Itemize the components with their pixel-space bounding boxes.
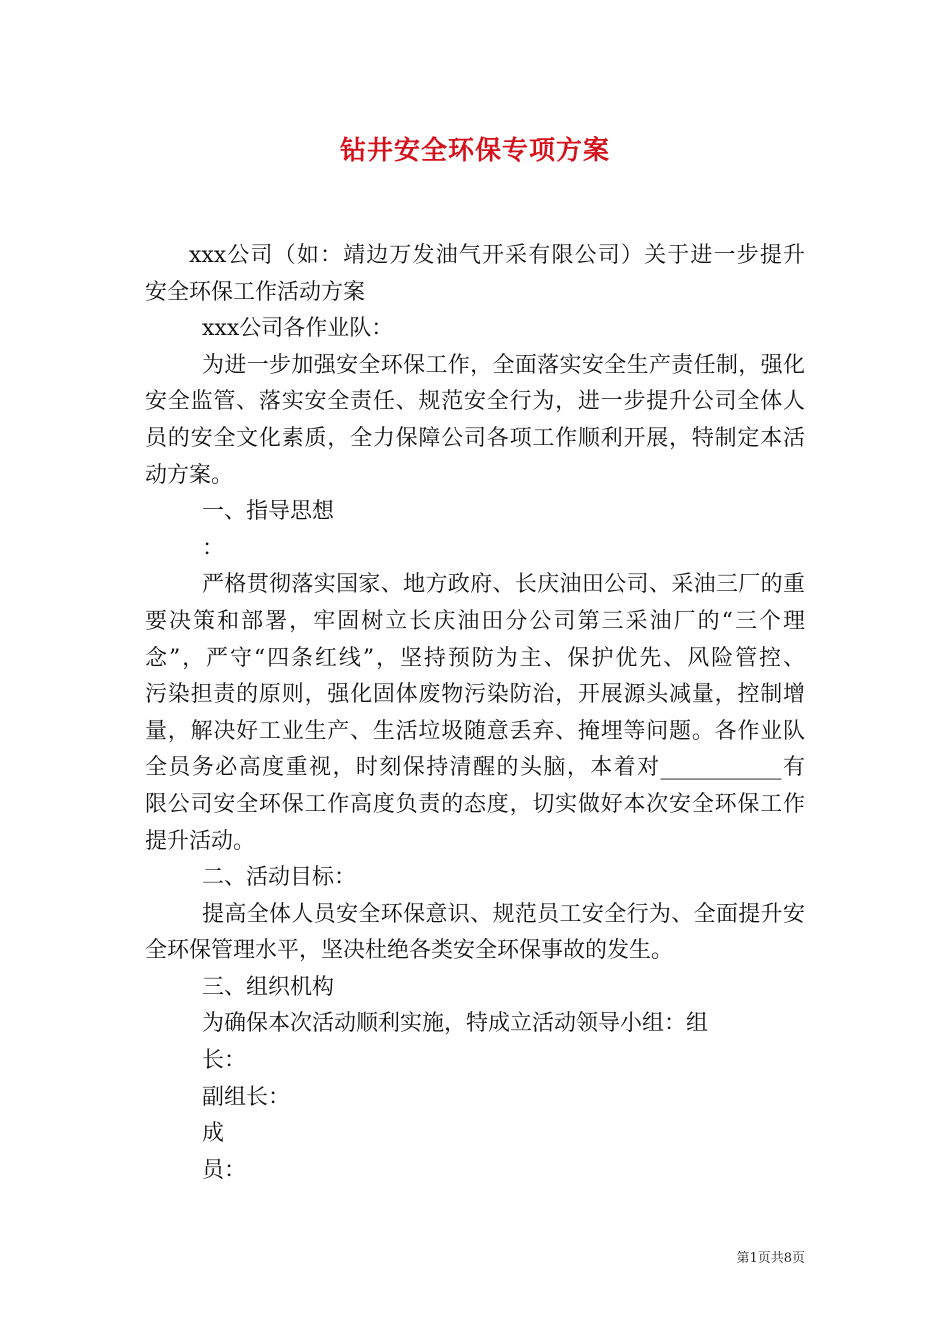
paragraph-line: 念”，严守“四条红线”，坚持预防为主、保护优先、风险管控、 <box>145 645 805 671</box>
paragraph-line: 限公司安全环保工作高度负责的态度，切实做好本次安全环保工作 <box>145 791 805 817</box>
role-label: 成 <box>202 1121 225 1147</box>
page-number: 第1页共8页 <box>736 1251 805 1266</box>
paragraph-line: 安全环保工作活动方案 <box>145 279 366 305</box>
paragraph-line: 严格贯彻落实国家、地方政府、长庆油田公司、采油三厂的重 <box>202 572 805 598</box>
paragraph-line: xxx公司各作业队： <box>202 316 394 342</box>
section-heading: 二、活动目标： <box>202 865 357 891</box>
paragraph-line: 要决策和部署，牢固树立长庆油田分公司第三采油厂的“三个理 <box>145 608 805 634</box>
document-title: 钻井安全环保专项方案 <box>339 136 610 166</box>
section-heading: 三、组织机构 <box>202 974 335 1000</box>
document-body <box>145 238 805 1189</box>
paragraph-line: 为进一步加强安全环保工作，全面落实安全生产责任制，强化 <box>202 352 805 378</box>
paragraph-line: 提高全体人员安全环保意识、规范员工安全行为、全面提升安 <box>202 901 805 927</box>
paragraph-line: 全环保管理水平，坚决杜绝各类安全环保事故的发生。 <box>145 938 674 964</box>
paragraph-line: 安全监管、落实安全责任、规范安全行为，进一步提升公司全体人 <box>145 389 805 415</box>
section-heading: 一、指导思想 <box>202 499 335 525</box>
paragraph-line: 为确保本次活动顺利实施，特成立活动领导小组：组 <box>202 1011 709 1037</box>
role-label: 副组长： <box>202 1084 291 1110</box>
paragraph-line: 量，解决好工业生产、生活垃圾随意丢弃、掩埋等问题。各作业队 <box>145 718 805 744</box>
paragraph-line: 动方案。 <box>145 462 234 488</box>
paragraph-line: 提升活动。 <box>145 828 256 854</box>
paragraph-line: 污染担责的原则，强化固体废物污染防治，开展源头减量，控制增 <box>145 682 805 708</box>
paragraph-line: 全员务必高度重视，时刻保持清醒的头脑，本着对___________有 <box>145 755 805 781</box>
role-label: 长： <box>202 1048 247 1074</box>
paragraph-line: 员的安全文化素质，全力保障公司各项工作顺利开展，特制定本活 <box>145 425 805 451</box>
paragraph-line: xxx公司（如：靖边万发油气开采有限公司）关于进一步提升 <box>189 243 805 268</box>
role-label: 员： <box>202 1157 247 1183</box>
paragraph-line: ： <box>202 535 225 561</box>
